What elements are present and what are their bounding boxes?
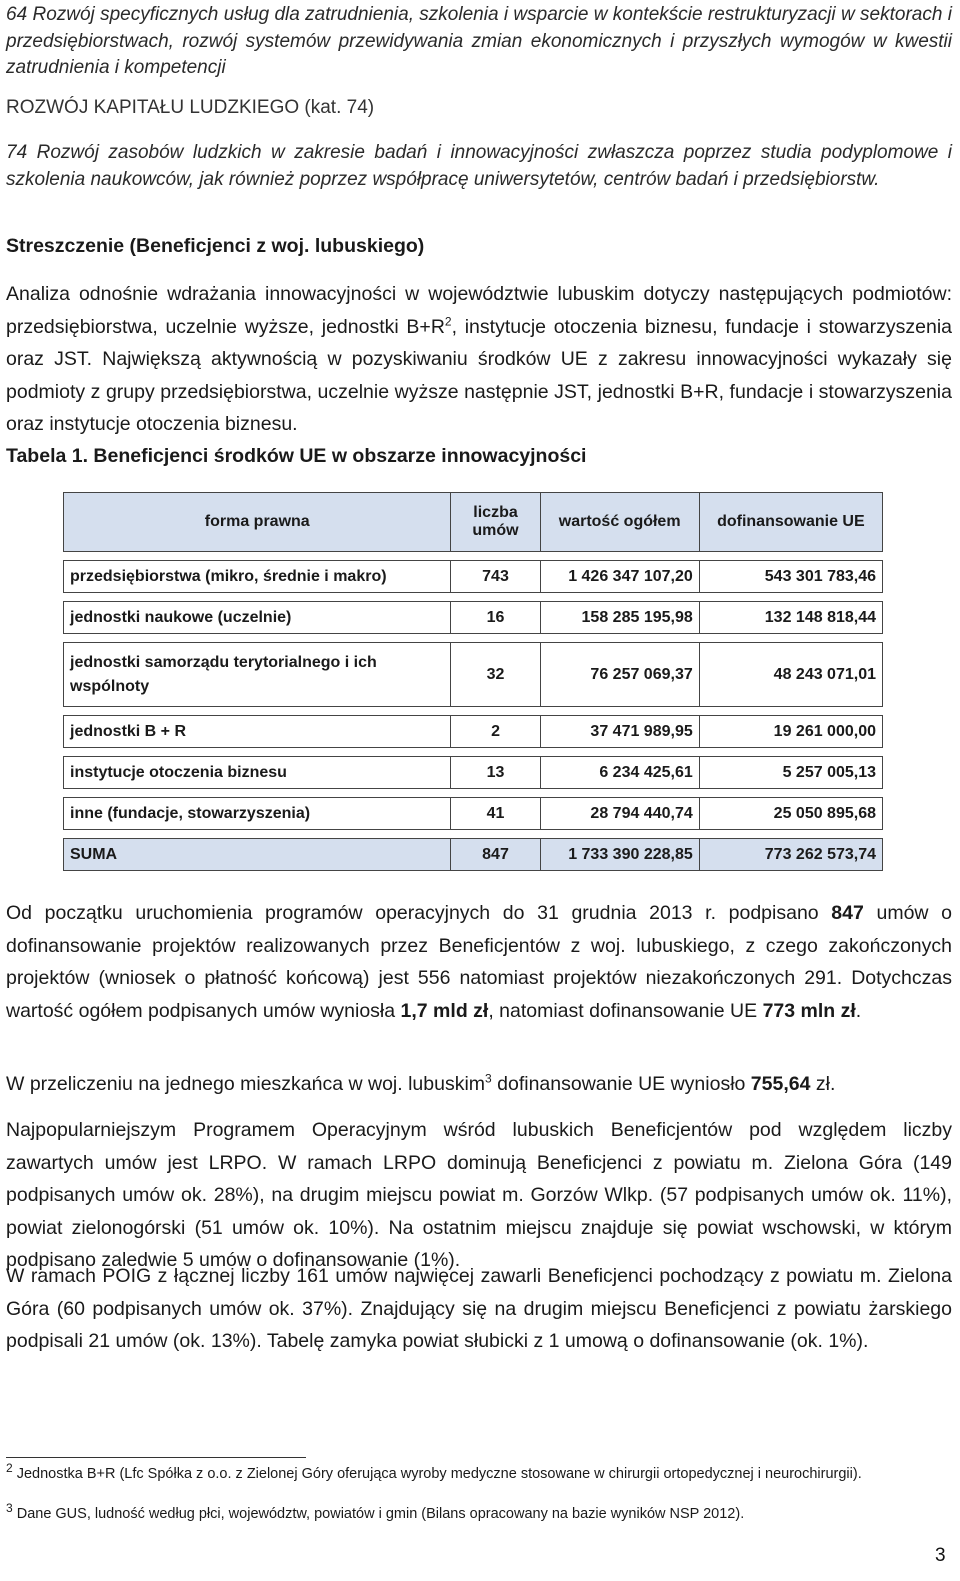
paragraph-per-capita: W przeliczeniu na jednego mieszkańca w woj. lubuskim$^3$ dofinansowanie UE wyniosło 755,64 zł.	[6, 1071, 836, 1095]
cell-count: 16	[451, 602, 540, 634]
beneficiaries-table	[63, 492, 883, 871]
cell-value: 76 257 069,37	[540, 643, 699, 707]
cell-funding: 19 261 000,00	[699, 716, 882, 748]
table-row	[64, 561, 883, 593]
table-title: Tabela 1. Beneficjenci środków UE w obszarze innowacyjności	[6, 445, 587, 467]
cell-funding: 543 301 783,46	[699, 561, 882, 593]
cell-value: 28 794 440,74	[540, 798, 699, 830]
cell-funding: 5 257 005,13	[699, 757, 882, 789]
footnote-separator	[6, 1457, 306, 1458]
cell-value: 37 471 989,95	[540, 716, 699, 748]
table-row	[64, 643, 883, 707]
cell-funding: 25 050 895,68	[699, 798, 882, 830]
table-row	[64, 716, 883, 748]
footnote-2: $^2$ Jednostka B+R (Lfc Spółka z o.o. z Zielonej Góry oferująca wyroby medyczne stosowane w chirurgii ortopedycznej i neurochirurgii).	[6, 1461, 862, 1482]
footnote-ref-3: 3	[485, 1071, 492, 1086]
footnote-3-number: 3	[6, 1501, 13, 1516]
cell-legal-form: jednostki samorządu terytorialnego i ich wspólnoty	[64, 643, 451, 707]
header-contract-count: liczba umów	[451, 493, 540, 552]
cell-count: 743	[451, 561, 540, 593]
summary-paragraph: Analiza odnośnie wdrażania innowacyjności w województwie lubuskim dotyczy następujących podmiotów: przedsiębiorstwa, uczelnie wyższe, jednostki $B+R^2$, instytucje otoczenia biznesu, fundacje i stowarzyszenia oraz JST. Największą aktywnością w pozyskiwaniu środków UE z zakresu innowacyjności wykazały się podmioty z grupy przedsiębiorstwa, uczelnie wyższe następnie JST, jednostki B+R, fundacje i stowarzyszenia oraz instytucje otoczenia biznesu.	[6, 283, 953, 435]
table-row	[64, 798, 883, 830]
cell-total-value: 1 733 390 228,85	[540, 839, 699, 871]
category-74-text: 74 Rozwój zasobów ludzkich w zakresie badań i innowacyjności zwłaszcza poprzez studia podyplomowe i szkolenia naukowców, jak również poprzez współpracę uniwersytetów, centrów badań i przedsiębiorstw.	[6, 142, 952, 190]
cell-count: 32	[451, 643, 540, 707]
category-64-text: 64 Rozwój specyficznych usług dla zatrudnienia, szkolenia i wsparcie w kontekście restrukturyzacji w sektorach i przedsiębiorstwach, rozwój systemów przewidywania zmian ekonomicznych i przyszłych wymogów w kwestii zatrudnienia i kompetencji	[6, 4, 952, 78]
footnote-2-number: 2	[6, 1461, 13, 1476]
cell-count: 2	[451, 716, 540, 748]
cell-legal-form: instytucje otoczenia biznesu	[64, 757, 451, 789]
paragraph-lrpo: Najpopularniejszym Programem Operacyjnym wśród lubuskich Beneficjentów pod względem liczby zawartych umów jest LRPO. W ramach LRPO dominują Beneficjenci z powiatu m. Zielona Góra (149 podpisanych umów ok. 28%), na drugim miejscu powiat m. Gorzów Wlkp. (57 podpisanych umów ok. 11%), powiat zielonogórski (51 umów ok. 10%). Na ostatnim miejscu znajduje się powiat wschowski, w którym podpisano zaledwie 5 umów o dofinansowanie (1%).	[6, 1119, 952, 1271]
paragraph-contracts: Od początku uruchomienia programów operacyjnych do 31 grudnia 2013 r. podpisano 847 umów o dofinansowanie projektów realizowanych przez Beneficjentów z woj. lubuskiego, z czego zakończonych projektów (wniosek o płatność końcową) jest 556 natomiast projektów niezakończonych 291. Dotychczas wartość ogółem podpisanych umów wyniosła 1,7 mld zł, natomiast dofinansowanie UE 773 mln zł.	[6, 902, 952, 1022]
table-total-row	[64, 839, 883, 871]
cell-funding: 132 148 818,44	[699, 602, 882, 634]
cell-value: 1 426 347 107,20	[540, 561, 699, 593]
section-title: ROZWÓJ KAPITAŁU LUDZKIEGO (kat. 74)	[6, 97, 375, 118]
cell-legal-form: jednostki B + R	[64, 716, 451, 748]
table-row	[64, 757, 883, 789]
summary-heading: Streszczenie (Beneficjenci z woj. lubuskiego)	[6, 235, 425, 257]
cell-total-funding: 773 262 573,74	[699, 839, 882, 871]
cell-legal-form: jednostki naukowe (uczelnie)	[64, 602, 451, 634]
cell-value: 158 285 195,98	[540, 602, 699, 634]
cell-value: 6 234 425,61	[540, 757, 699, 789]
header-total-value: wartość ogółem	[540, 493, 699, 552]
footnote-3: $^3$ Dane GUS, ludność według płci, województw, powiatów i gmin (Bilans opracowany na bazie wyników NSP 2012).	[6, 1501, 745, 1522]
cell-legal-form: inne (fundacje, stowarzyszenia)	[64, 798, 451, 830]
paragraph-poig: W ramach POIG z łącznej liczby 161 umów najwięcej zawarli Beneficjenci pochodzący z powiatu m. Zielona Góra (60 podpisanych umów ok. 37%). Znajdujący się na drugim miejscu Beneficjenci z powiatu żarskiego podpisali 21 umów (ok. 13%). Tabelę zamyka powiat słubicki z 1 umową o dofinansowanie (ok. 1%).	[6, 1265, 952, 1352]
header-eu-funding: dofinansowanie UE	[699, 493, 882, 552]
page-number: 3	[935, 1545, 946, 1566]
table-row	[64, 602, 883, 634]
header-legal-form: forma prawna	[64, 493, 451, 552]
cell-total-count: 847	[451, 839, 540, 871]
table-header-row	[64, 493, 883, 552]
cell-count: 41	[451, 798, 540, 830]
cell-total-label: SUMA	[64, 839, 451, 871]
footnote-ref-2: 2	[444, 314, 452, 328]
cell-funding: 48 243 071,01	[699, 643, 882, 707]
cell-legal-form: przedsiębiorstwa (mikro, średnie i makro)	[64, 561, 451, 593]
cell-count: 13	[451, 757, 540, 789]
